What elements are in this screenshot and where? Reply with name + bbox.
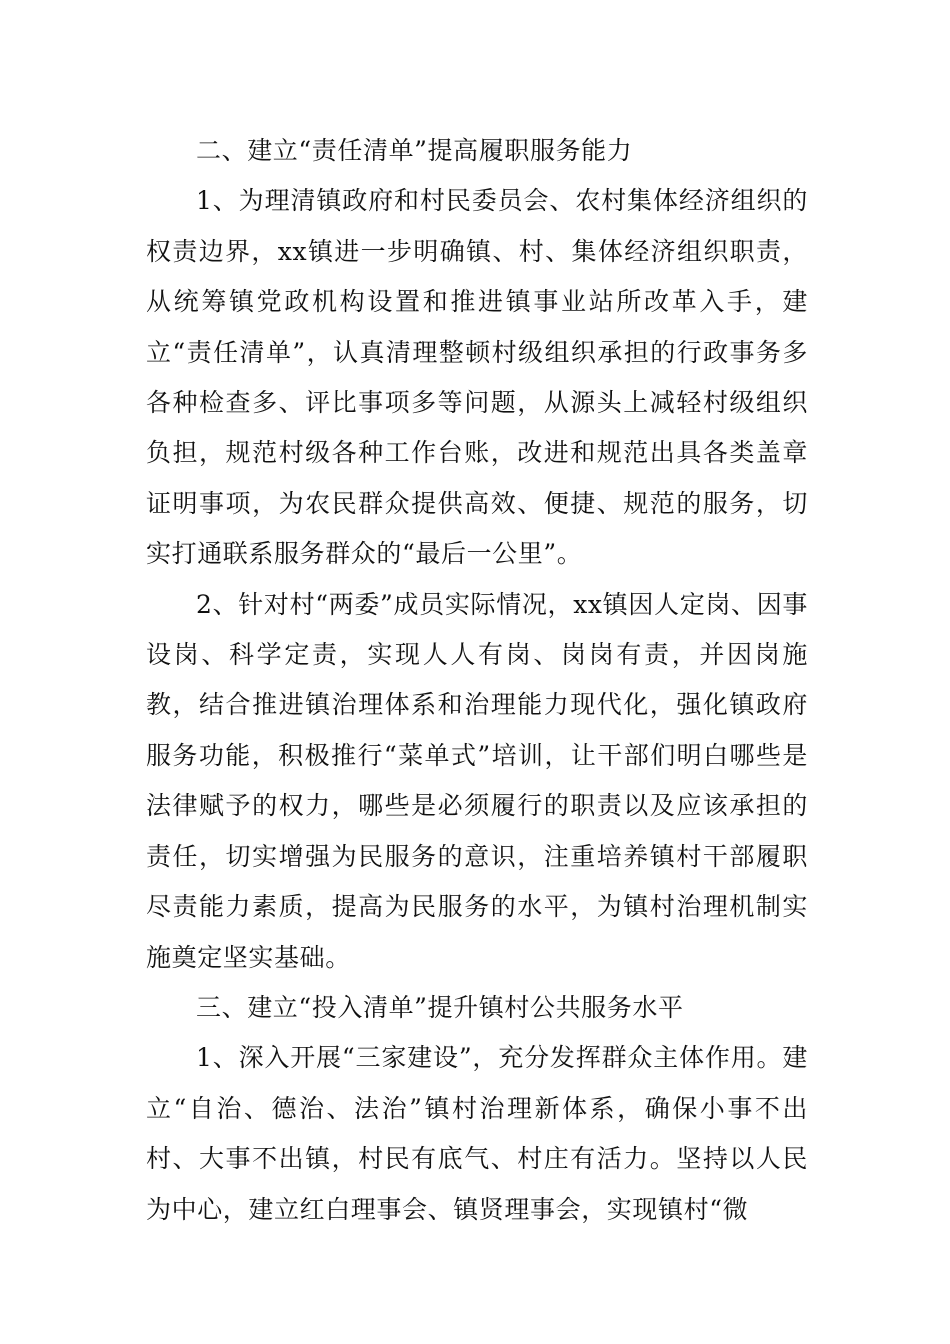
paragraph-2-2: 2、针对村“两委”成员实际情况，xx镇因人定岗、因事设岗、科学定责，实现人人有岗、岗岗有责，并因岗施教，结合推进镇治理体系和治理能力现代化，强化镇政府服务功能，积极推行“菜单式”培训，让干部们明白哪些是法律赋予的权力，哪些是必须履行的职责以及应该承担的责任，切实增强为民服务的意识，注重培养镇村干部履职尽责能力素质，提高为民服务的水平，为镇村治理机制实施奠定坚实基础。 [146,589,808,972]
section-heading-3: 三、建立“投入清单”提升镇村公共服务水平 [196,992,684,1022]
paragraph-3-1: 1、深入开展“三家建设”，充分发挥群众主体作用。建立“自治、德治、法治”镇村治理新体系，确保小事不出村、大事不出镇，村民有底气、村庄有活力。坚持以人民为中心，建立红白理事会、镇贤理事会，实现镇村“微 [146,1043,808,1224]
section-heading-2: 二、建立“责任清单”提高履职服务能力 [196,136,633,165]
paragraph-2-1: 1、为理清镇政府和村民委员会、农村集体经济组织的权责边界，xx镇进一步明确镇、村、集体经济组织职责，从统筹镇党政机构设置和推进镇事业站所改革入手，建立“责任清单”，认真清理整顿村级组织承担的行政事务多各种检查多、评比事项多等问题，从源头上减轻村级组织负担，规范村级各种工作台账，改进和规范出具各类盖章证明事项，为农民群众提供高效、便捷、规范的服务，切实打通联系服务群众的“最后一公里”。 [146,186,808,569]
document-body [146,126,808,1235]
